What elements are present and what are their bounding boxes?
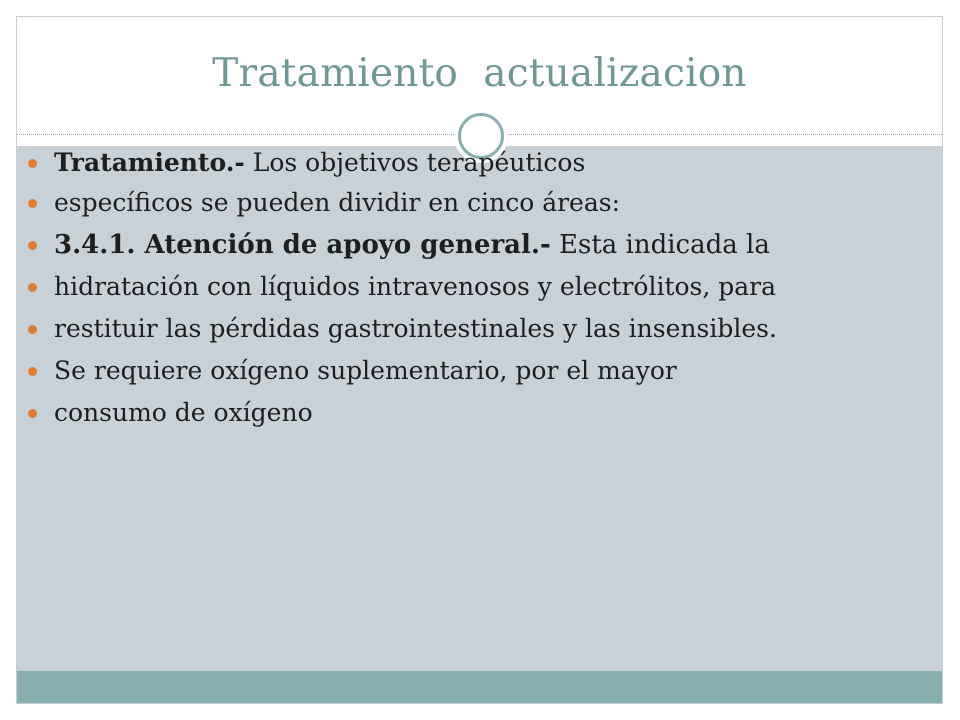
bullet-bold-text: 3.4.1. Atención de apoyo general.-	[54, 230, 551, 260]
bullet-dot-icon	[28, 283, 37, 292]
bullet-text: Se requiere oxígeno suplementario, por el mayor	[54, 356, 677, 385]
bullet-list	[28, 150, 908, 442]
bullet-item	[28, 232, 908, 258]
bullet-text: hidratación con líquidos intravenosos y electrólitos, para	[54, 272, 777, 301]
bullet-item	[28, 190, 908, 216]
bullet-text: Esta indicada la	[550, 230, 770, 260]
bullet-dot-icon	[28, 367, 37, 376]
bullet-item	[28, 358, 908, 384]
bullet-dot-icon	[28, 325, 37, 334]
bullet-bold-text: Tratamiento.-	[54, 148, 245, 177]
bullet-text: restituir las pérdidas gastrointestinales y las insensibles.	[54, 314, 777, 343]
bullet-item	[28, 400, 908, 426]
bullet-dot-icon	[28, 409, 37, 418]
bullet-text: consumo de oxígeno	[54, 398, 313, 427]
bullet-text: Los objetivos terapéuticos	[244, 148, 586, 177]
bullet-dot-icon	[28, 159, 37, 168]
bullet-text: específicos se pueden dividir en cinco áreas:	[54, 188, 621, 217]
bullet-dot-icon	[28, 199, 37, 208]
footer-band	[17, 671, 942, 704]
bullet-dot-icon	[28, 241, 37, 250]
bullet-item	[28, 316, 908, 342]
bullet-item	[28, 150, 908, 176]
bullet-item	[28, 274, 908, 300]
slide-title: Tratamiento actualizacion	[212, 51, 747, 96]
